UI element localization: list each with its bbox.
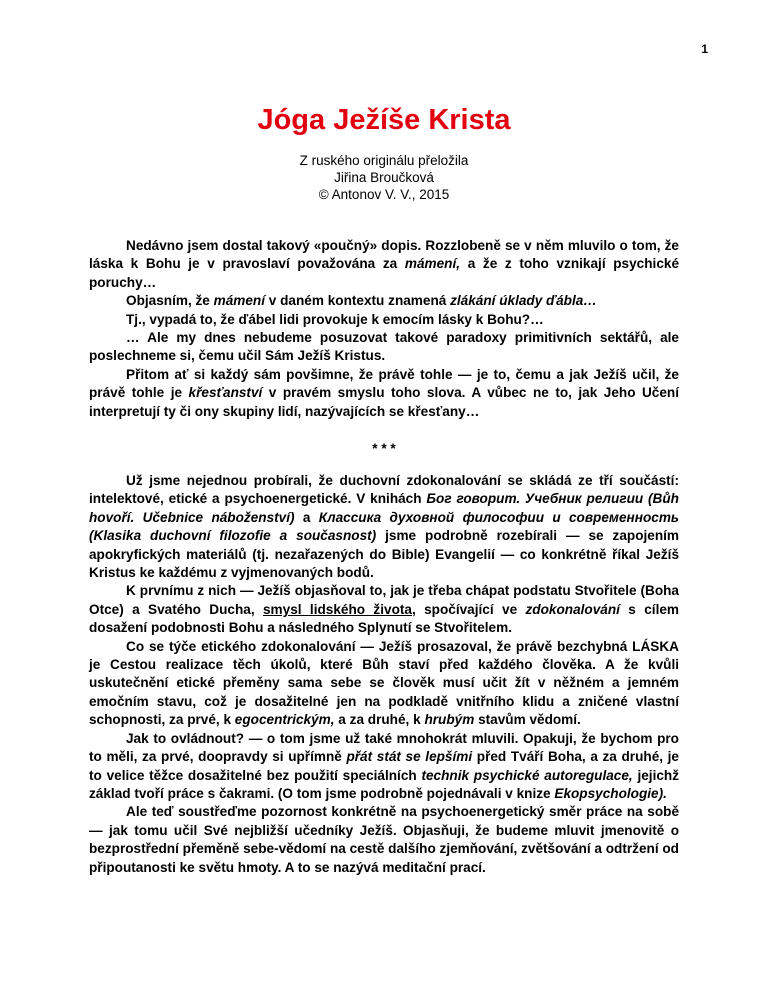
main-section: [89, 472, 679, 877]
paragraph-1: Nedávno jsem dostal takový «poučný» dopis. Rozzlobeně se v něm mluvilo o tom, že láska k Bohu je v pravoslaví považována za mámení, a že z toho vznikají psychické poruchy…: [89, 238, 679, 290]
paragraph-5: Přitom ať si každý sám povšimne, že právě tohle — je to, čemu a jak Ježíš učil, že právě tohle je křesťanství v pravém smyslu toho slova. A vůbec ne to, jak Jeho Učení interpretují ty či ony skupiny lidí, nazývajících se křesťany…: [89, 366, 680, 419]
document-title: Jóga Ježíše Krista: [257, 104, 511, 136]
page-number: 1: [701, 42, 708, 56]
section-separator: * * *: [372, 441, 396, 456]
paragraph-6: Už jsme nejednou probírali, že duchovní zdokonalování se skládá ze tří součástí: intelektové, etické a psychoenergetické. V knihách Бог говорит. Учебник религии (Bůh hovoří. Učebnice náboženství) a Классика духовной философии и современность (Klasika duchovní filozofie a současnost) jsme podrobně rozebírali — se zapojením apokryfických materiálů (tj. nezařazených do Bible) Evangelií — co konkrétně říkal Ježíš Kristus ke každému z vyjmenovaných bodů.: [89, 473, 680, 581]
paragraph-3: Tj., vypadá to, že ďábel lidi provokuje k emocím lásky k Bohu?…: [126, 311, 544, 327]
translator-name: Jiřina Broučková: [334, 170, 434, 185]
paragraph-8: Co se týče etického zdokonalování — Ježíš prosazoval, že právě bezchybná LÁSKA je Cestou realizace těch úkolů, které Bůh staví před každého člověka. A že kvůli uskutečnění etické přeměny sama sebe se člověk musí učit žít v něžném a jemném emočním stavu, což je dosažitelné jen na podkladě vnitřního klidu a zničené vlastní schopnosti, za prvé, k egocentrickým, a za druhé, k hrubým stavům vědomí.: [89, 638, 679, 728]
paragraph-4: … Ale my dnes nebudeme posuzovat takové paradoxy primitivních sektářů, ale poslechneme si, čemu učil Sám Ježíš Kristus.: [89, 330, 679, 364]
intro-section: [89, 237, 679, 421]
credits: [0, 152, 768, 203]
paragraph-10: Ale teď soustřeďme pozornost konkrétně na psychoenergetický směr práce na sobě — jak tomu učil Své nejbližší učedníky Ježíš. Objasňuji, že budeme mluvit jmenovitě o bezprostřední přeměně sebe-vědomí na cestě dalšího zjemňování, zvětšování a odtržení od připoutanosti ke světu hmoty. A to se nazývá meditační prací.: [89, 804, 679, 875]
copyright-line: © Antonov V. V., 2015: [318, 187, 450, 202]
paragraph-7: K prvnímu z nich — Ježíš objasňoval to, jak je třeba chápat podstatu Stvořitele (Boha Otce) a Svatého Ducha, smysl lidského života, spočívající ve zdokonalování s cílem dosažení podobnosti Bohu a následného Splynutí se Stvořitelem.: [89, 583, 679, 636]
paragraph-2: Objasním, že mámení v daném kontextu znamená zlákání úklady ďábla…: [126, 293, 597, 309]
translator-note: Z ruského originálu přeložila: [299, 153, 469, 168]
paragraph-9: Jak to ovládnout? — o tom jsme už také mnohokrát mluvili. Opakuji, že bychom pro to měli, za prvé, doopravdy si upřímně přát stát se lepšími před Tváří Boha, a za druhé, je to velice těžce dosažitelné bez použití speciálních technik psychické autoregulace, jejichž základ tvoří práce s čakrami. (O tom jsme podrobně pojednávali v knize Ekopsychologie).: [89, 730, 680, 801]
